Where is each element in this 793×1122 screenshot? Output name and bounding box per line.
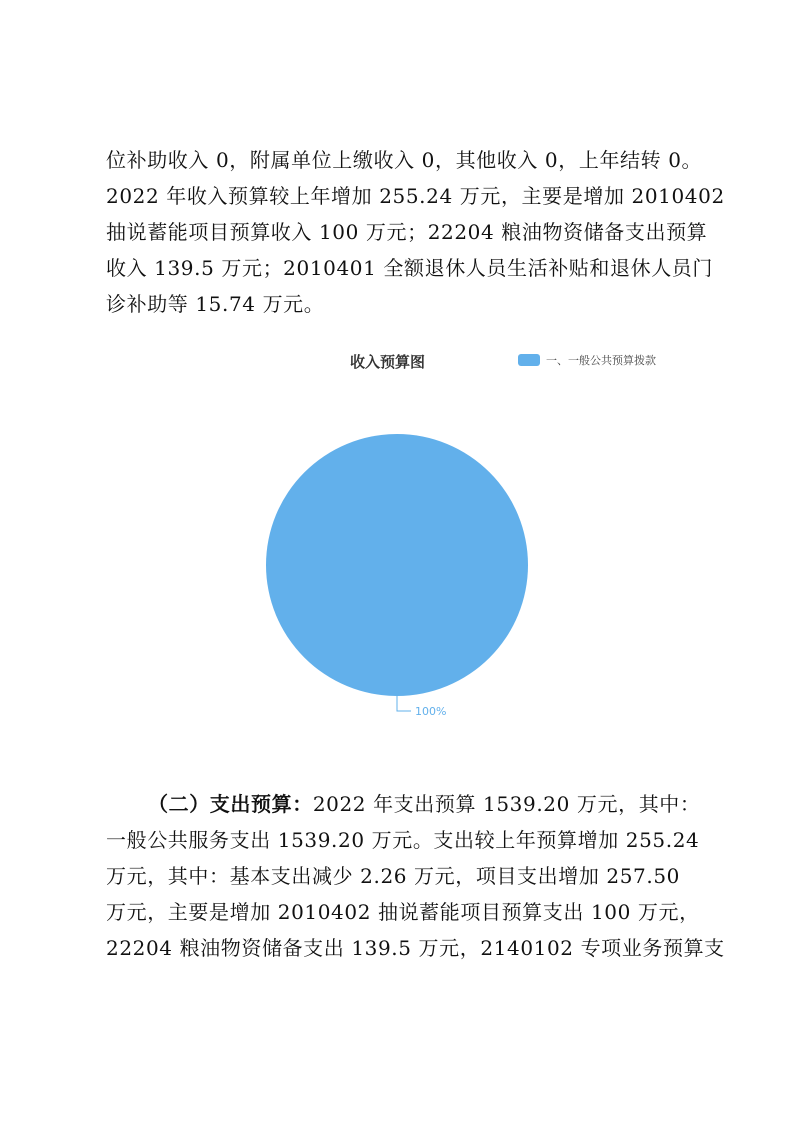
expenditure-description-paragraph [106,786,725,966]
pie-slice[interactable] [266,434,528,696]
label-leader-line [397,696,411,711]
text-line: 抽说蓄能项目预算收入 100 万元；22204 粮油物资储备支出预算 [106,220,708,244]
text-line: 万元，其中：基本支出减少 2.26 万元，项目支出增加 257.50 [106,864,680,888]
text-line: 万元，主要是增加 2010402 抽说蓄能项目预算支出 100 万元， [106,900,700,924]
legend-label: 一、一般公共预算拨款 [546,354,656,367]
text-line: 诊补助等 15.74 万元。 [106,292,325,316]
text-line: 收入 139.5 万元；2010401 全额退休人员生活补贴和退休人员门 [106,256,713,280]
text-line: 位补助收入 0，附属单位上缴收入 0，其他收入 0，上年结转 0。 [106,148,703,172]
text-line: 2022 年收入预算较上年增加 255.24 万元，主要是增加 2010402 [106,184,725,208]
slice-label: 100% [415,705,447,718]
text-line: 一般公共服务支出 1539.20 万元。支出较上年预算增加 255.24 [106,828,700,852]
text-line [106,786,701,822]
text-line: 22204 粮油物资储备支出 139.5 万元，2140102 专项业务预算支 [106,936,725,960]
text-fragment: 2022 年支出预算 1539.20 万元，其中： [312,792,701,816]
section-heading: （二）支出预算： [148,792,313,816]
chart-title: 收入预算图 [350,353,426,371]
